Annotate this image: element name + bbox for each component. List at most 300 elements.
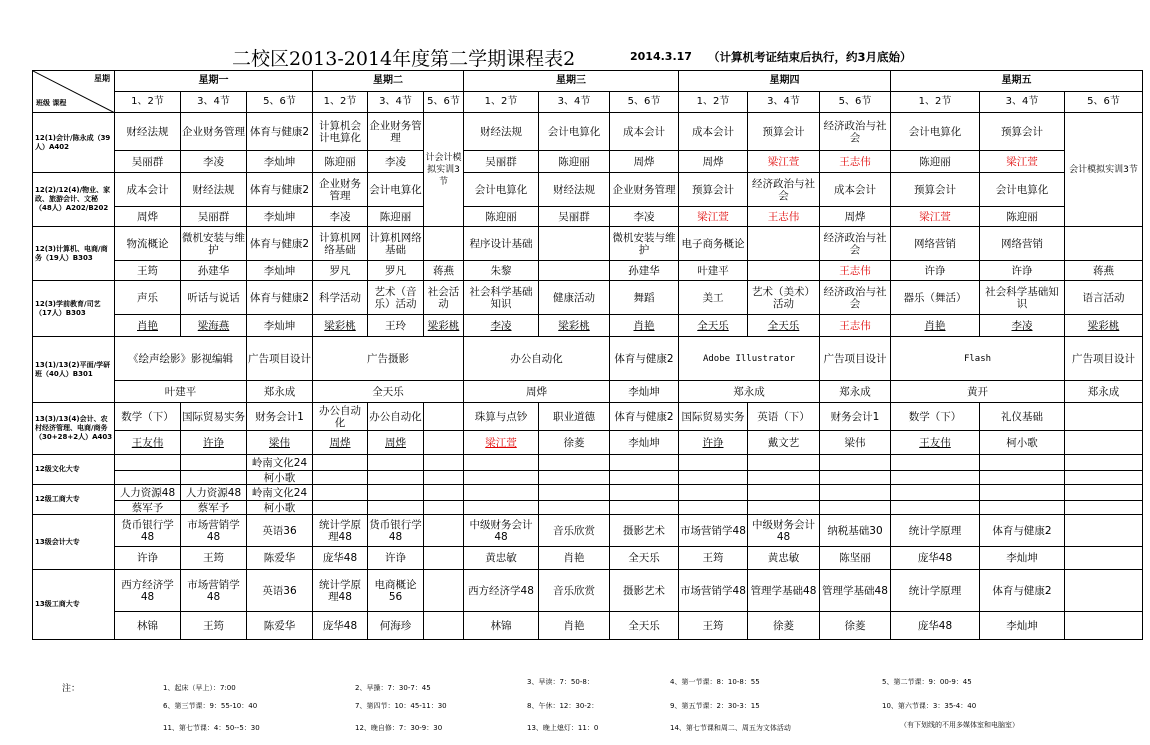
teacher-cell: 梁伟	[820, 431, 891, 455]
empty-cell	[539, 227, 610, 261]
teacher-cell: 吴丽群	[464, 151, 539, 173]
empty-cell	[424, 547, 464, 570]
empty-cell	[1065, 485, 1143, 501]
course-cell: 成本会计	[820, 173, 891, 207]
day-header: 星期二	[313, 71, 464, 92]
teacher-cell: 陈迎丽	[368, 207, 424, 227]
course-cell: 统计学原理48	[313, 515, 368, 547]
empty-cell	[980, 455, 1065, 471]
teacher-cell: 李灿坤	[610, 381, 679, 403]
teacher-cell: 孙建华	[610, 261, 679, 281]
teacher-cell: 全天乐	[610, 547, 679, 570]
course-cell: 英语（下）	[748, 403, 820, 431]
class-label: 12(2)/12(4)/物业、家政、旅游会计、文秘（48人）A202/B202	[33, 173, 115, 227]
course-cell: 计算机会计电算化	[313, 113, 368, 151]
course-cell: 听话与说话	[181, 281, 247, 315]
teacher-cell: 肖艳	[539, 612, 610, 640]
course-cell: 西方经济学48	[115, 570, 181, 612]
note-item: 14、第七节课和周二、周五为文体活动	[670, 724, 791, 732]
teacher-cell: 林锦	[464, 612, 539, 640]
course-cell: 职业道德	[539, 403, 610, 431]
course-cell: 英语36	[247, 570, 313, 612]
empty-cell	[820, 485, 891, 501]
note-item: 6、第三节课：9：55-10：40	[163, 702, 258, 710]
course-cell: 体育与健康2	[980, 570, 1065, 612]
note-item: 3、早读：7：50-8：	[527, 678, 594, 686]
note-item: 7、第四节：10：45-11：30	[355, 702, 447, 710]
corner-class-label: 班级 课程	[36, 99, 67, 107]
teacher-cell: 王友伟	[115, 431, 181, 455]
teacher-cell: 梁江萱	[679, 207, 748, 227]
course-cell: 体育与健康2	[247, 281, 313, 315]
period-header: 1、2节	[891, 92, 980, 113]
course-cell: 声乐	[115, 281, 181, 315]
course-cell: 办公自动化	[368, 403, 424, 431]
empty-cell	[679, 455, 748, 471]
teacher-cell: 全天乐	[610, 612, 679, 640]
period-header: 5、6节	[1065, 92, 1143, 113]
period-header: 3、4节	[181, 92, 247, 113]
course-cell: 市场营销学48	[679, 515, 748, 547]
empty-cell	[115, 471, 181, 485]
course-cell: 成本会计	[115, 173, 181, 207]
teacher-cell: 许诤	[368, 547, 424, 570]
teacher-cell: 肖艳	[539, 547, 610, 570]
teacher-cell: 许诤	[980, 261, 1065, 281]
course-cell: 办公自动化	[313, 403, 368, 431]
teacher-cell: 周烨	[820, 207, 891, 227]
course-cell: 财务会计1	[820, 403, 891, 431]
teacher-cell: 周烨	[313, 431, 368, 455]
teacher-cell: 梁江萱	[748, 151, 820, 173]
empty-cell	[820, 471, 891, 485]
course-cell: 财经法规	[115, 113, 181, 151]
course-cell: 数学（下）	[115, 403, 181, 431]
teacher-cell: 周烨	[115, 207, 181, 227]
empty-cell	[679, 501, 748, 515]
teacher-cell: 陈坚丽	[820, 547, 891, 570]
note-item: 9、第五节课：2：30-3：15	[670, 702, 760, 710]
teacher-cell: 王筠	[679, 547, 748, 570]
empty-cell	[539, 471, 610, 485]
teacher-cell: 王筠	[115, 261, 181, 281]
class-label: 13级会计大专	[33, 515, 115, 570]
course-cell: 中级财务会计48	[464, 515, 539, 547]
course-cell: 广告摄影	[313, 337, 464, 381]
empty-cell	[820, 455, 891, 471]
course-cell: 体育与健康2	[247, 173, 313, 207]
day-header: 星期四	[679, 71, 891, 92]
empty-cell	[181, 455, 247, 471]
class-label: 13(1)/13(2)平面/学研班（40人）B301	[33, 337, 115, 403]
course-cell: 人力资源48	[181, 485, 247, 501]
empty-cell	[891, 485, 980, 501]
teacher-cell: 周烨	[610, 151, 679, 173]
course-cell: 经济政治与社会	[820, 227, 891, 261]
teacher-cell: 梁伟	[247, 431, 313, 455]
course-cell: 企业财务管理	[313, 173, 368, 207]
schedule-note: （计算机考证结束后执行，约3月底始）	[708, 50, 912, 64]
course-cell: 摄影艺术	[610, 515, 679, 547]
course-cell: 岭南文化24	[247, 485, 313, 501]
empty-cell	[980, 471, 1065, 485]
empty-cell	[539, 501, 610, 515]
teacher-cell: 许诤	[115, 547, 181, 570]
course-cell: 会计电算化	[368, 173, 424, 207]
day-header: 星期三	[464, 71, 679, 92]
teacher-cell: 周烨	[464, 381, 610, 403]
empty-cell	[368, 485, 424, 501]
course-cell: 货币银行学48	[115, 515, 181, 547]
teacher-cell: 全天乐	[313, 381, 464, 403]
course-cell: 市场营销学48	[679, 570, 748, 612]
course-cell: 经济政治与社会	[820, 281, 891, 315]
course-cell: 音乐欣赏	[539, 570, 610, 612]
teacher-cell: 李灿坤	[247, 207, 313, 227]
period-header: 1、2节	[679, 92, 748, 113]
teacher-cell: 黄忠敏	[748, 547, 820, 570]
course-cell: 统计学原理	[891, 515, 980, 547]
teacher-cell: 梁彩桃	[539, 315, 610, 337]
teacher-cell: 王筠	[679, 612, 748, 640]
teacher-cell: 徐菱	[539, 431, 610, 455]
course-cell: 办公自动化	[464, 337, 610, 381]
course-cell: 健康活动	[539, 281, 610, 315]
empty-cell	[539, 455, 610, 471]
course-cell: 企业财务管理	[181, 113, 247, 151]
course-cell: 经济政治与社会	[748, 173, 820, 207]
course-cell: 社会科学基础知识	[980, 281, 1065, 315]
empty-cell	[980, 485, 1065, 501]
teacher-cell: 吴丽群	[115, 151, 181, 173]
teacher-cell: 何海珍	[368, 612, 424, 640]
teacher-cell: 梁江萱	[891, 207, 980, 227]
empty-cell	[424, 227, 464, 261]
empty-cell	[1065, 431, 1143, 455]
course-cell: 预算会计	[980, 113, 1065, 151]
period-header: 5、6节	[424, 92, 464, 113]
day-header: 星期五	[891, 71, 1143, 92]
teacher-cell: 陈爱华	[247, 612, 313, 640]
empty-cell	[891, 455, 980, 471]
course-cell: 市场营销学48	[181, 515, 247, 547]
empty-cell	[464, 501, 539, 515]
teacher-cell: 罗凡	[313, 261, 368, 281]
empty-cell	[313, 501, 368, 515]
course-cell: 管理学基础48	[820, 570, 891, 612]
teacher-cell: 吴丽群	[539, 207, 610, 227]
schedule-date: 2014.3.17	[630, 50, 692, 63]
course-cell: 成本会计	[679, 113, 748, 151]
teacher-cell: 王志伟	[820, 315, 891, 337]
course-cell: 礼仪基础	[980, 403, 1065, 431]
course-cell: 会计电算化	[539, 113, 610, 151]
schedule-header	[0, 44, 1150, 70]
empty-cell	[424, 515, 464, 547]
course-cell: 广告项目设计	[247, 337, 313, 381]
empty-cell	[679, 485, 748, 501]
teacher-cell: 全天乐	[748, 315, 820, 337]
course-cell: 科学活动	[313, 281, 368, 315]
course-cell: 电商概论56	[368, 570, 424, 612]
empty-cell	[313, 455, 368, 471]
course-cell: 纳税基础30	[820, 515, 891, 547]
teacher-cell: 王筠	[181, 547, 247, 570]
course-cell: 计会计模拟实训3节	[424, 113, 464, 227]
teacher-cell: 陈迎丽	[539, 151, 610, 173]
course-cell: 器乐（舞活）	[891, 281, 980, 315]
period-header: 3、4节	[980, 92, 1065, 113]
class-label: 12(3)计算机、电商/商务（19人）B303	[33, 227, 115, 281]
class-label: 13级工商大专	[33, 570, 115, 640]
empty-cell	[679, 471, 748, 485]
course-cell: 舞蹈	[610, 281, 679, 315]
teacher-cell: 李凌	[181, 151, 247, 173]
course-cell: 成本会计	[610, 113, 679, 151]
teacher-cell: 蔡军予	[181, 501, 247, 515]
teacher-cell: 孙建华	[181, 261, 247, 281]
note-item: 13、晚上熄灯：11：0	[527, 724, 599, 732]
teacher-cell: 梁彩桃	[424, 315, 464, 337]
course-cell: 体育与健康2	[247, 113, 313, 151]
teacher-cell: 陈迎丽	[464, 207, 539, 227]
teacher-cell: 庞华48	[891, 612, 980, 640]
timetable	[32, 70, 1143, 640]
empty-cell	[539, 485, 610, 501]
course-cell: 网络营销	[891, 227, 980, 261]
course-cell: 物流概论	[115, 227, 181, 261]
empty-cell	[368, 471, 424, 485]
teacher-cell: 许诤	[679, 431, 748, 455]
empty-cell	[748, 501, 820, 515]
teacher-cell: 陈迎丽	[313, 151, 368, 173]
course-cell: 管理学基础48	[748, 570, 820, 612]
teacher-cell: 郑永成	[820, 381, 891, 403]
empty-cell	[610, 471, 679, 485]
empty-cell	[464, 471, 539, 485]
period-header: 3、4节	[539, 92, 610, 113]
teacher-cell: 梁江萱	[980, 151, 1065, 173]
empty-cell	[115, 455, 181, 471]
empty-cell	[610, 455, 679, 471]
course-cell: 体育与健康2	[980, 515, 1065, 547]
course-cell: 体育与健康2	[247, 227, 313, 261]
course-cell: 体育与健康2	[610, 337, 679, 381]
empty-cell	[1065, 403, 1143, 431]
course-cell: 企业财务管理	[610, 173, 679, 207]
teacher-cell: 蒋燕	[1065, 261, 1143, 281]
empty-cell	[424, 455, 464, 471]
teacher-cell: 徐菱	[748, 612, 820, 640]
course-cell: 社会科学基础知识	[464, 281, 539, 315]
teacher-cell: 罗凡	[368, 261, 424, 281]
teacher-cell: 徐菱	[820, 612, 891, 640]
teacher-cell: 全天乐	[679, 315, 748, 337]
course-cell: 音乐欣赏	[539, 515, 610, 547]
course-cell: 艺术（美术）活动	[748, 281, 820, 315]
course-cell: 数学（下）	[891, 403, 980, 431]
course-cell: 会计电算化	[464, 173, 539, 207]
teacher-cell: 肖艳	[891, 315, 980, 337]
teacher-cell: 李凌	[368, 151, 424, 173]
teacher-cell: 戴文艺	[748, 431, 820, 455]
teacher-cell: 李灿坤	[247, 261, 313, 281]
course-cell: 计算机网络基础	[368, 227, 424, 261]
teacher-cell: 梁彩桃	[1065, 315, 1143, 337]
empty-cell	[1065, 612, 1143, 640]
course-cell: 经济政治与社会	[820, 113, 891, 151]
teacher-cell: 叶建平	[679, 261, 748, 281]
teacher-cell: 李灿坤	[247, 151, 313, 173]
empty-cell	[610, 485, 679, 501]
course-cell: 美工	[679, 281, 748, 315]
teacher-cell: 许诤	[891, 261, 980, 281]
empty-cell	[368, 455, 424, 471]
teacher-cell: 叶建平	[115, 381, 247, 403]
empty-cell	[464, 455, 539, 471]
course-cell: 程序设计基础	[464, 227, 539, 261]
note-item: 2、早操：7：30-7：45	[355, 684, 431, 692]
course-cell: 西方经济学48	[464, 570, 539, 612]
empty-cell	[980, 501, 1065, 515]
course-cell: 微机安装与维护	[610, 227, 679, 261]
empty-cell	[748, 485, 820, 501]
empty-cell	[424, 431, 464, 455]
empty-cell	[424, 612, 464, 640]
empty-cell	[424, 403, 464, 431]
course-cell: 会计电算化	[980, 173, 1065, 207]
course-cell: 广告项目设计	[1065, 337, 1143, 381]
teacher-cell: 李灿坤	[980, 612, 1065, 640]
empty-cell	[1065, 455, 1143, 471]
teacher-cell: 柯小歌	[980, 431, 1065, 455]
empty-cell	[1065, 515, 1143, 547]
empty-cell	[891, 471, 980, 485]
period-header: 5、6节	[610, 92, 679, 113]
teacher-cell: 梁江萱	[464, 431, 539, 455]
teacher-cell: 周烨	[368, 431, 424, 455]
teacher-cell: 柯小歌	[247, 501, 313, 515]
course-cell: 统计学原理	[891, 570, 980, 612]
course-cell: 珠算与点钞	[464, 403, 539, 431]
teacher-cell: 李凌	[980, 315, 1065, 337]
course-cell: 国际贸易实务	[679, 403, 748, 431]
empty-cell	[1065, 501, 1143, 515]
course-cell: 预算会计	[679, 173, 748, 207]
page-title: 二校区2013-2014年度第二学期课程表2	[232, 48, 576, 70]
empty-cell	[313, 485, 368, 501]
empty-cell	[1065, 547, 1143, 570]
course-cell: 财经法规	[181, 173, 247, 207]
class-label: 12(1)会计/陈永成（39人）A402	[33, 113, 115, 173]
empty-cell	[313, 471, 368, 485]
teacher-cell: 朱黎	[464, 261, 539, 281]
course-cell: 语言活动	[1065, 281, 1143, 315]
class-label: 12级工商大专	[33, 485, 115, 515]
course-cell: 艺术（音乐）活动	[368, 281, 424, 315]
empty-cell	[181, 471, 247, 485]
teacher-cell: 李灿坤	[980, 547, 1065, 570]
course-cell: 企业财务管理	[368, 113, 424, 151]
teacher-cell: 郑永成	[1065, 381, 1143, 403]
course-cell: 人力资源48	[115, 485, 181, 501]
period-header: 5、6节	[247, 92, 313, 113]
empty-cell	[1065, 570, 1143, 612]
note-item: 10、第六节课：3：35-4：40	[882, 702, 977, 710]
note-item: 11、第七节课：4：50--5：30	[163, 724, 260, 732]
teacher-cell: 李凌	[464, 315, 539, 337]
course-cell: 电子商务概论	[679, 227, 748, 261]
period-header: 5、6节	[820, 92, 891, 113]
teacher-cell: 王筠	[181, 612, 247, 640]
course-cell: 计算机网络基础	[313, 227, 368, 261]
teacher-cell: 周烨	[679, 151, 748, 173]
teacher-cell: 庞华48	[891, 547, 980, 570]
course-cell: 英语36	[247, 515, 313, 547]
empty-cell	[424, 471, 464, 485]
teacher-cell: 王志伟	[820, 151, 891, 173]
teacher-cell: 肖艳	[610, 315, 679, 337]
course-cell: 财经法规	[464, 113, 539, 151]
teacher-cell: 庞华48	[313, 612, 368, 640]
empty-cell	[1065, 471, 1143, 485]
teacher-cell: 蔡军予	[115, 501, 181, 515]
course-cell: 摄影艺术	[610, 570, 679, 612]
teacher-cell: 王友伟	[891, 431, 980, 455]
teacher-cell: 黄忠敏	[464, 547, 539, 570]
course-cell: 微机安装与维护	[181, 227, 247, 261]
course-cell: 《绘声绘影》影视编辑	[115, 337, 247, 381]
empty-cell	[424, 570, 464, 612]
teacher-cell: 王志伟	[748, 207, 820, 227]
teacher-cell: 陈迎丽	[980, 207, 1065, 227]
corner-weekday-label: 星期	[94, 74, 110, 83]
teacher-cell: 王志伟	[820, 261, 891, 281]
empty-cell	[748, 471, 820, 485]
course-cell: Adobe Illustrator	[679, 337, 820, 381]
course-cell: 会计模拟实训3节	[1065, 113, 1143, 227]
day-header: 星期一	[115, 71, 313, 92]
empty-cell	[820, 501, 891, 515]
class-label: 12(3)学前教育/司艺（17人）B303	[33, 281, 115, 337]
teacher-cell: 庞华48	[313, 547, 368, 570]
teacher-cell: 梁彩桃	[313, 315, 368, 337]
note-item: （有下划线的不用多媒体室和电脑室）	[900, 721, 1019, 729]
empty-cell	[368, 501, 424, 515]
empty-cell	[539, 261, 610, 281]
course-cell: 财务会计1	[247, 403, 313, 431]
teacher-cell: 吴丽群	[181, 207, 247, 227]
course-cell: 货币银行学48	[368, 515, 424, 547]
class-label: 12级文化大专	[33, 455, 115, 485]
note-item: 12、晚自修：7：30-9：30	[355, 724, 443, 732]
empty-cell	[424, 501, 464, 515]
teacher-cell: 蒋燕	[424, 261, 464, 281]
table-corner	[33, 71, 115, 113]
schedule-notes	[0, 676, 1150, 745]
course-cell: 岭南文化24	[247, 455, 313, 471]
teacher-cell: 肖艳	[115, 315, 181, 337]
empty-cell	[748, 227, 820, 261]
teacher-cell: 林锦	[115, 612, 181, 640]
period-header: 1、2节	[464, 92, 539, 113]
period-header: 3、4节	[368, 92, 424, 113]
period-header: 1、2节	[313, 92, 368, 113]
teacher-cell: 李灿坤	[610, 431, 679, 455]
teacher-cell: 李灿坤	[247, 315, 313, 337]
teacher-cell: 郑永成	[247, 381, 313, 403]
course-cell: 财经法规	[539, 173, 610, 207]
